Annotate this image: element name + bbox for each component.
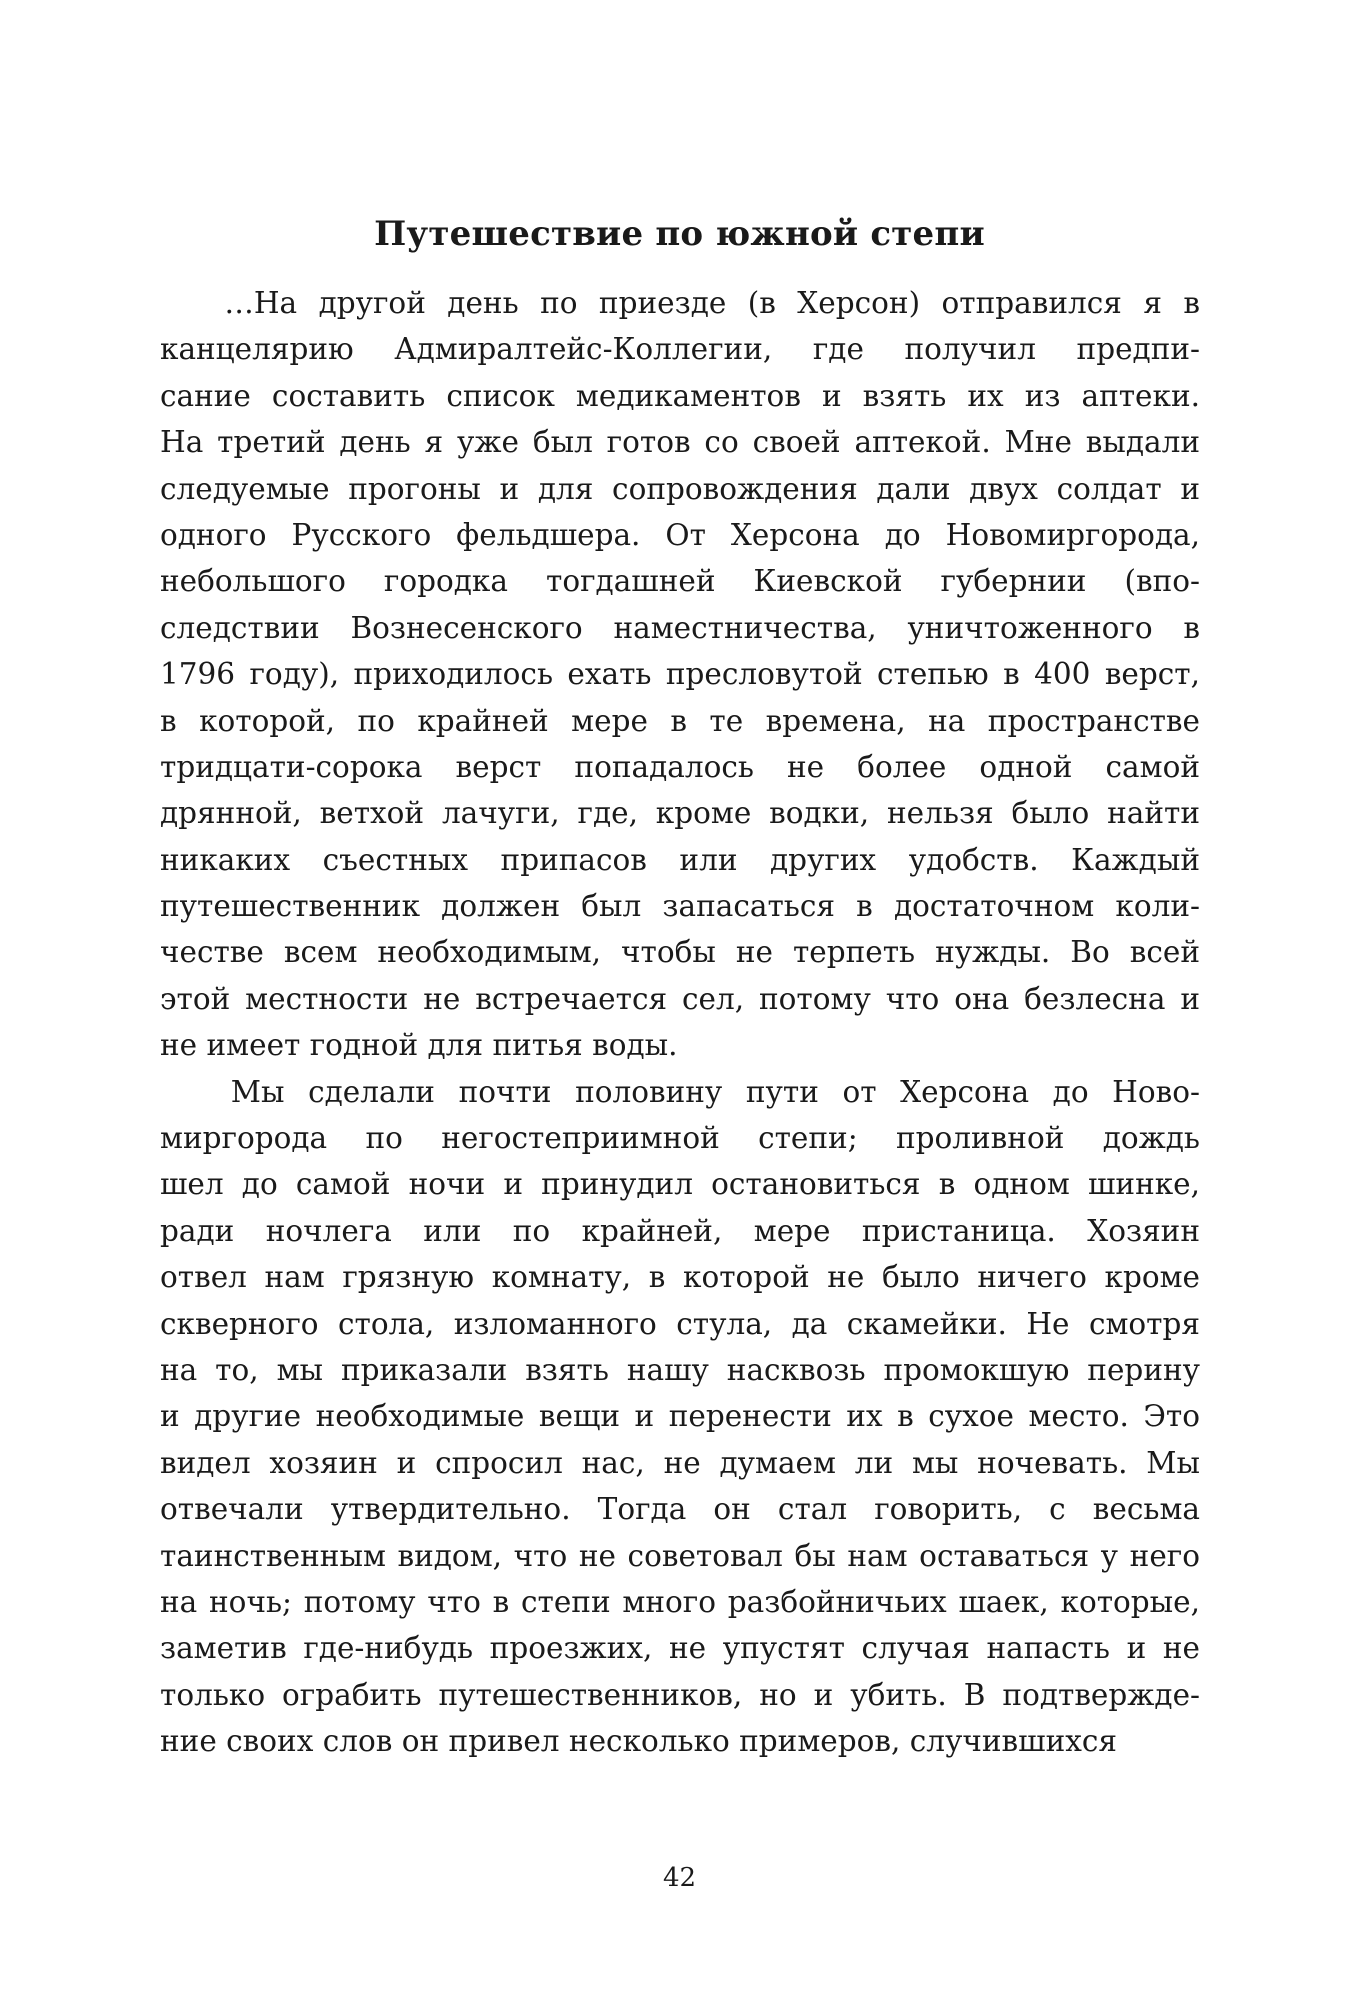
text-line: заметив где-нибудь проезжих, не упустят случая напасть и не [160, 1631, 1200, 1666]
paragraph [160, 280, 1200, 1069]
text-line: 1796 году), приходилось ехать пресловутой степью в 400 верст, [160, 657, 1200, 692]
text-line: следствии Вознесенского наместничества, уничтоженного в [160, 610, 1200, 645]
text-line: ради ночлега или по крайней, мере пристаница. Хозяин [160, 1213, 1200, 1248]
text-line: путешественник должен был запасаться в достаточном коли- [160, 889, 1200, 924]
text-line: таинственным видом, что не советовал бы нам оставаться у него [160, 1538, 1200, 1573]
text-line: отвечали утвердительно. Тогда он стал говорить, с весьма [160, 1492, 1200, 1527]
text-line: тридцати-сорока верст попадалось не более одной самой [160, 749, 1200, 784]
text-line: На третий день я уже был готов со своей аптекой. Мне выдали [160, 425, 1200, 460]
text-line: никаких съестных припасов или других удобств. Каждый [160, 842, 1200, 877]
text-line: на ночь; потому что в степи много разбойничьих шаек, которые, [160, 1584, 1200, 1619]
chapter-title: Путешествие по южной степи [374, 214, 985, 254]
text-line: видел хозяин и спросил нас, не думаем ли мы ночевать. Мы [160, 1445, 1200, 1480]
text-line: и другие необходимые вещи и перенести их в сухое место. Это [160, 1399, 1200, 1434]
text-line: этой местности не встречается сел, потому что она безлесна и [160, 981, 1200, 1016]
text-line: в которой, по крайней мере в те времена, на пространстве [160, 703, 1200, 738]
paragraph [160, 1069, 1200, 1765]
text-line: следуемые прогоны и для сопровождения дали двух солдат и [160, 471, 1200, 506]
text-line: миргорода по негостеприимной степи; проливной дождь [160, 1121, 1200, 1156]
text-line: …На другой день по приезде (в Херсон) отправился я в [160, 286, 1200, 320]
text-line: одного Русского фельдшера. От Херсона до Новомиргорода, [160, 517, 1200, 552]
text-line: небольшого городка тогдашней Киевской губернии (впо- [160, 564, 1200, 599]
text-line: честве всем необходимым, чтобы не терпеть нужды. Во всей [160, 935, 1200, 970]
body-text [160, 280, 1200, 1765]
text-line: на то, мы приказали взять нашу насквозь промокшую перину [160, 1352, 1200, 1387]
text-line: только ограбить путешественников, но и убить. В подтвержде- [160, 1677, 1200, 1712]
text-line: скверного стола, изломанного стула, да скамейки. Не смотря [160, 1306, 1200, 1341]
text-line: отвел нам грязную комнату, в которой не было ничего кроме [160, 1260, 1200, 1295]
text-line: канцелярию Адмиралтейс-Коллегии, где получил предпи- [160, 332, 1200, 367]
text-line: дрянной, ветхой лачуги, где, кроме водки, нельзя было найти [160, 796, 1200, 831]
text-line: ние своих слов он привел несколько примеров, случившихся [160, 1724, 1118, 1759]
text-line: шел до самой ночи и принудил остановиться в одном шинке, [160, 1167, 1200, 1202]
page-number: 42 [662, 1863, 697, 1893]
text-line: сание составить список медикаментов и взять их из аптеки. [160, 378, 1200, 413]
text-line: Мы сделали почти половину пути от Херсона до Ново- [160, 1074, 1200, 1109]
text-line: не имеет годной для питья воды. [160, 1028, 678, 1063]
